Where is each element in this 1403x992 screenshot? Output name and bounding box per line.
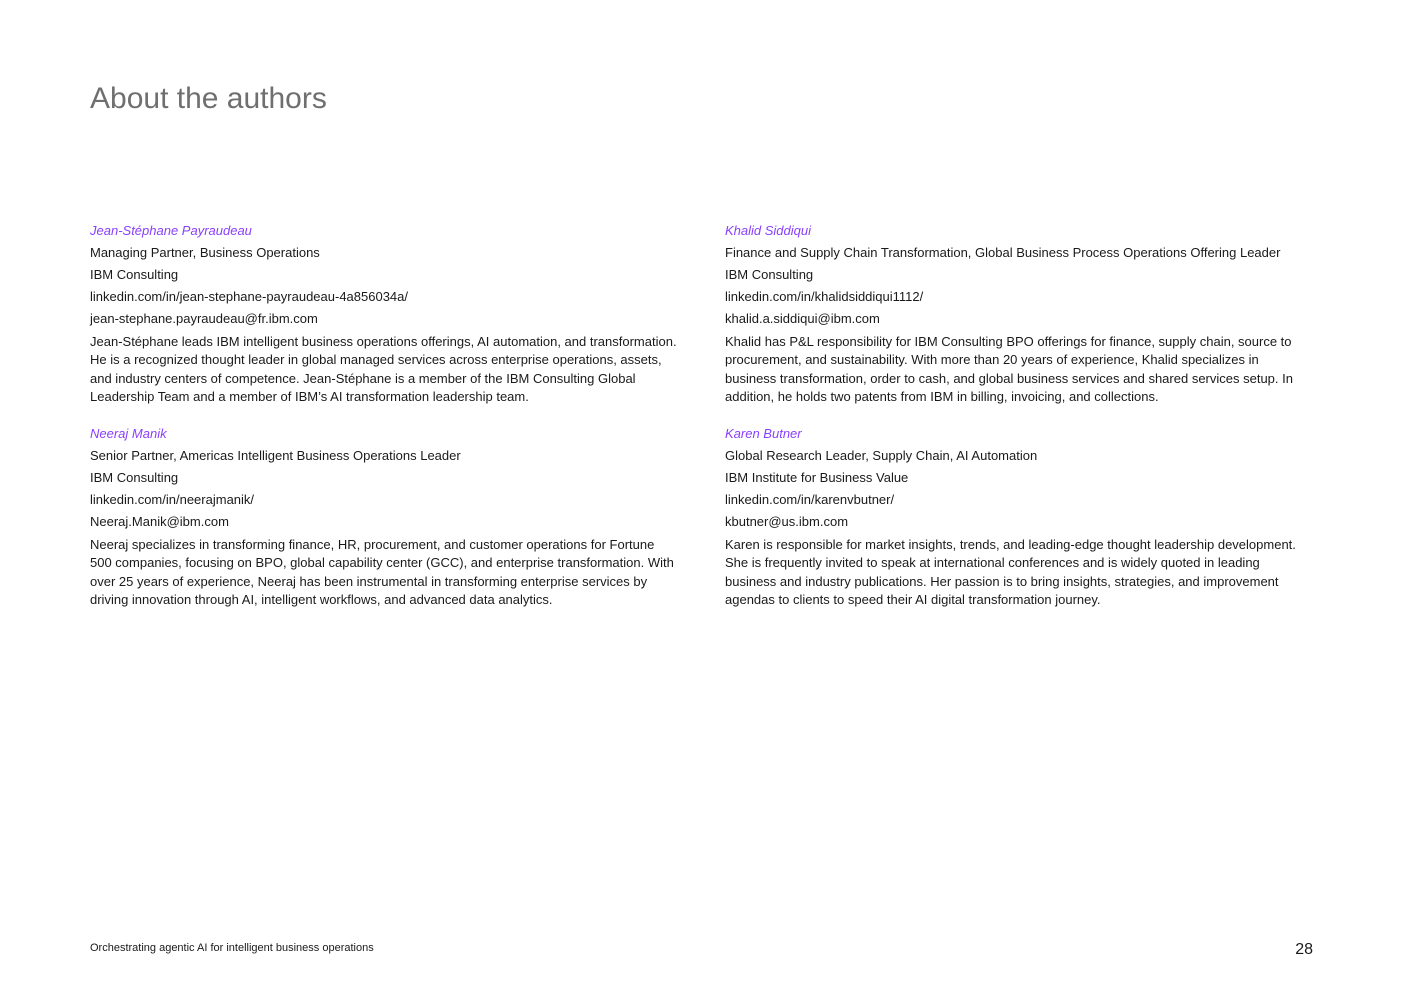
author-name: Khalid Siddiqui xyxy=(725,223,812,238)
author-email-link[interactable]: kbutner@us.ibm.com xyxy=(725,514,849,530)
author-name: Karen Butner xyxy=(725,426,802,442)
author-organization: IBM Consulting xyxy=(725,267,814,282)
author-email-link[interactable]: Neeraj.Manik@ibm.com xyxy=(90,514,229,530)
author-name: Jean-Stéphane Payraudeau xyxy=(90,223,252,238)
author-linkedin-link[interactable]: linkedin.com/in/neerajmanik/ xyxy=(90,492,255,508)
author-email-link[interactable]: khalid.a.siddiqui@ibm.com xyxy=(725,311,880,326)
author-bio: Khalid has P&L responsibility for IBM Consulting BPO offerings for finance, supply chain, source to procurement, and sustainability. With more than 20 years of experience, Khalid specializes in business transformation, order to cash, and global business services and shared services setup. In addition, he holds two patents from IBM in billing, invoicing, and collections. xyxy=(725,334,1293,404)
page-number: 28 xyxy=(1295,941,1313,958)
authors-grid xyxy=(90,222,1313,609)
author-bio: Karen is responsible for market insights, trends, and leading-edge thought leadership development. She is frequently invited to speak at international conferences and is widely quoted in leading business and industry publications. Her passion is to bring insights, strategies, and improvement agendas to clients to speed their AI digital transformation journey. xyxy=(725,537,1296,608)
page-title: About the authors xyxy=(90,82,327,115)
author-role: Global Research Leader, Supply Chain, AI Automation xyxy=(725,448,1038,464)
author-bio: Jean-Stéphane leads IBM intelligent business operations offerings, AI automation, and transformation. He is a recognized thought leader in global managed services across enterprise operations, assets, and industry centers of competence. Jean-Stéphane is a member of the IBM Consulting Global Leadership Team and a member of IBM’s AI transformation leadership team. xyxy=(90,334,677,404)
author-linkedin-link[interactable]: linkedin.com/in/karenvbutner/ xyxy=(725,492,895,508)
author-linkedin-link[interactable]: linkedin.com/in/jean-stephane-payraudeau-4a856034a/ xyxy=(90,289,409,304)
author-card xyxy=(90,222,678,406)
author-organization: IBM Institute for Business Value xyxy=(725,470,909,486)
author-organization: IBM Consulting xyxy=(90,267,179,282)
author-role: Senior Partner, Americas Intelligent Business Operations Leader xyxy=(90,448,461,464)
author-linkedin-link[interactable]: linkedin.com/in/khalidsiddiqui1112/ xyxy=(725,289,924,304)
author-card xyxy=(725,425,1313,609)
author-organization: IBM Consulting xyxy=(90,470,179,486)
footer-document-title: Orchestrating agentic AI for intelligent business operations xyxy=(90,942,374,954)
author-name: Neeraj Manik xyxy=(90,426,167,442)
author-bio: Neeraj specializes in transforming finance, HR, procurement, and customer operations for Fortune 500 companies, focusing on BPO, global capability center (GCC), and enterprise transformation. With over 25 years of experience, Neeraj has been instrumental in transforming enterprise services by driving innovation through AI, intelligent workflows, and advanced data analytics. xyxy=(90,537,674,608)
author-card xyxy=(90,425,678,609)
author-card xyxy=(725,222,1313,406)
author-email-link[interactable]: jean-stephane.payraudeau@fr.ibm.com xyxy=(90,311,318,326)
author-role: Finance and Supply Chain Transformation, Global Business Process Operations Offering Leader xyxy=(725,245,1281,260)
author-role: Managing Partner, Business Operations xyxy=(90,245,320,260)
